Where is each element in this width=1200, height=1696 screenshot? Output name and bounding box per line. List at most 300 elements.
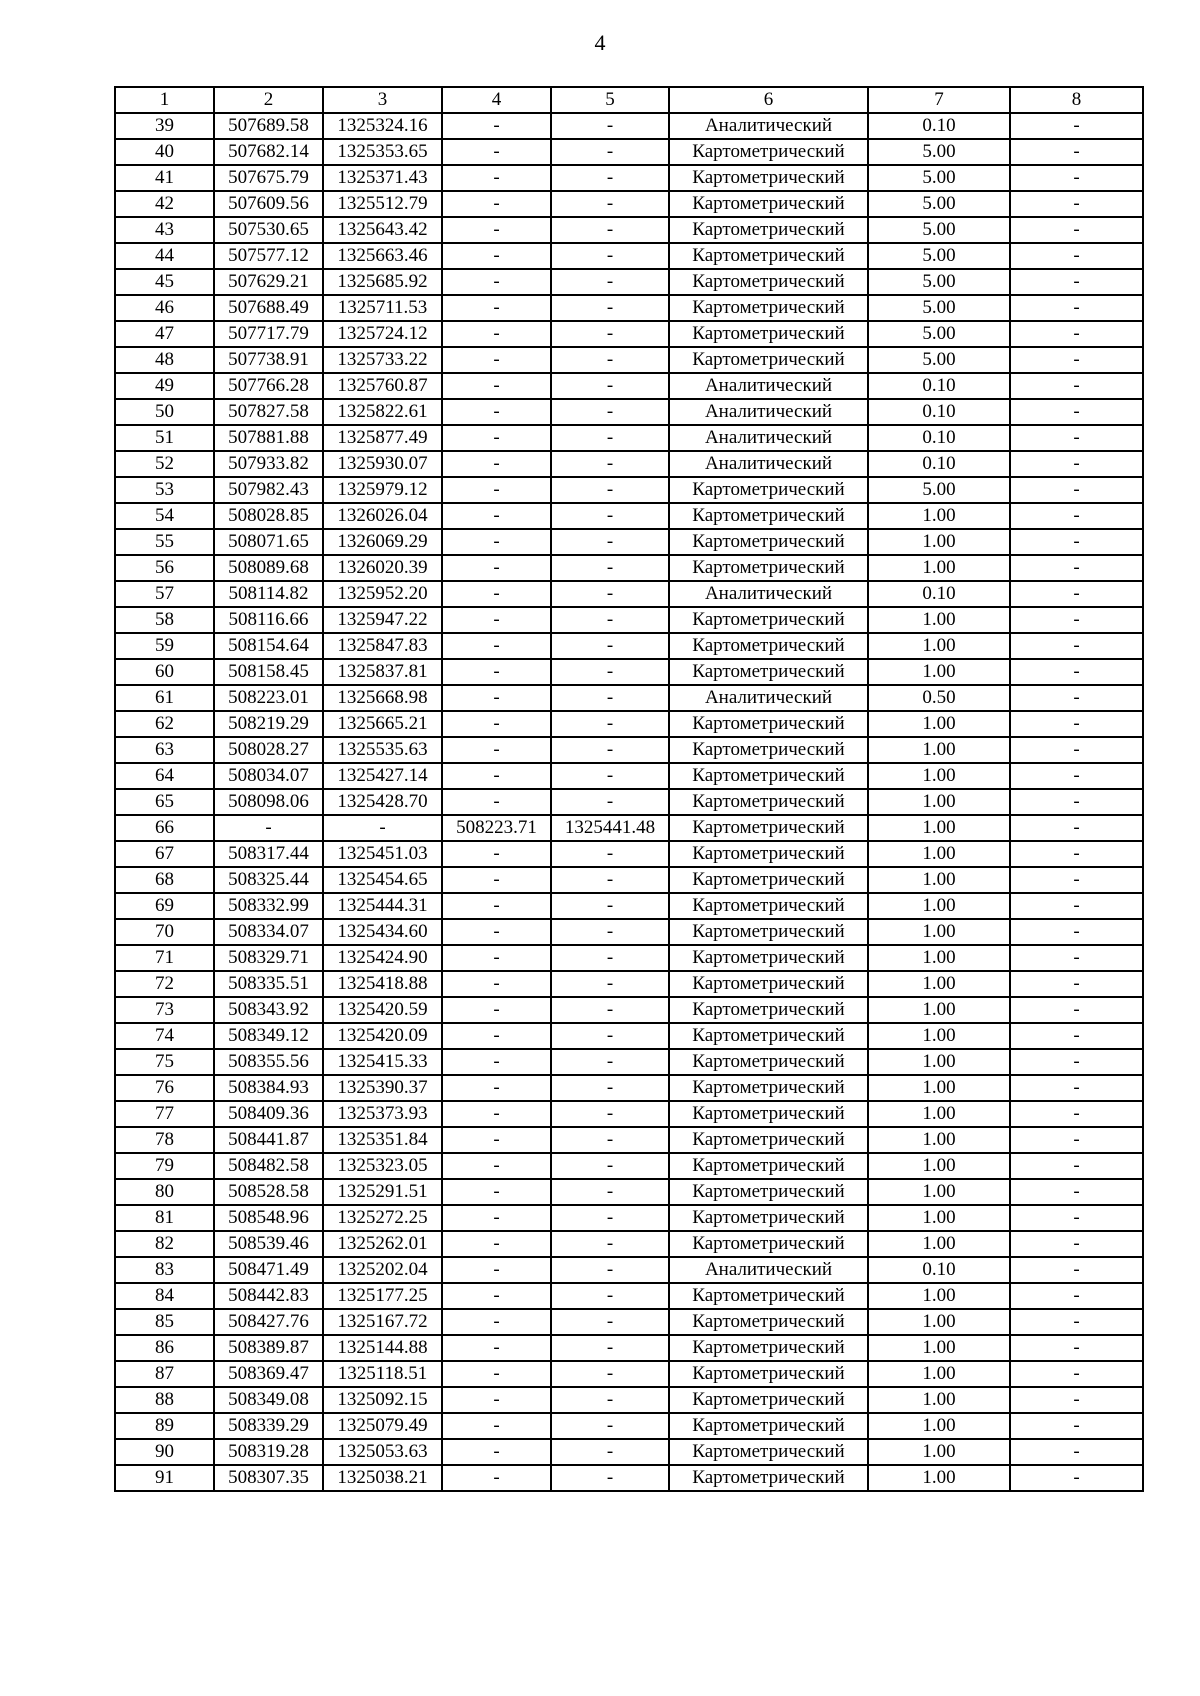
x-coordinate-cell: 507675.79 xyxy=(214,165,323,191)
x-coordinate-cell: 507689.58 xyxy=(214,113,323,139)
x-coordinate-cell: 507933.82 xyxy=(214,451,323,477)
table-row xyxy=(115,1309,1143,1335)
method-cell: Картометрический xyxy=(669,737,868,763)
y-new-cell: - xyxy=(551,971,669,997)
table-row xyxy=(115,113,1143,139)
note-cell: - xyxy=(1010,1309,1143,1335)
x-new-cell: - xyxy=(442,1439,551,1465)
table-row xyxy=(115,1049,1143,1075)
x-new-cell: - xyxy=(442,399,551,425)
method-cell: Картометрический xyxy=(669,1335,868,1361)
accuracy-cell: 1.00 xyxy=(868,1101,1010,1127)
point-number-cell: 84 xyxy=(115,1283,214,1309)
method-cell: Картометрический xyxy=(669,347,868,373)
x-new-cell: - xyxy=(442,347,551,373)
point-number-cell: 89 xyxy=(115,1413,214,1439)
x-new-cell: - xyxy=(442,659,551,685)
x-coordinate-cell: 508349.08 xyxy=(214,1387,323,1413)
x-new-cell: - xyxy=(442,1283,551,1309)
x-new-cell: - xyxy=(442,633,551,659)
accuracy-cell: 5.00 xyxy=(868,295,1010,321)
note-cell: - xyxy=(1010,607,1143,633)
accuracy-cell: 1.00 xyxy=(868,1205,1010,1231)
table-row xyxy=(115,867,1143,893)
y-new-cell: - xyxy=(551,581,669,607)
accuracy-cell: 1.00 xyxy=(868,971,1010,997)
y-coordinate-cell: 1325324.16 xyxy=(323,113,442,139)
point-number-cell: 65 xyxy=(115,789,214,815)
accuracy-cell: 1.00 xyxy=(868,1439,1010,1465)
y-coordinate-cell: 1325424.90 xyxy=(323,945,442,971)
table-row xyxy=(115,321,1143,347)
method-cell: Картометрический xyxy=(669,1465,868,1491)
point-number-cell: 85 xyxy=(115,1309,214,1335)
point-number-cell: 49 xyxy=(115,373,214,399)
x-coordinate-cell: 507766.28 xyxy=(214,373,323,399)
y-coordinate-cell: 1325663.46 xyxy=(323,243,442,269)
x-new-cell: - xyxy=(442,1179,551,1205)
y-coordinate-cell: 1325291.51 xyxy=(323,1179,442,1205)
accuracy-cell: 1.00 xyxy=(868,1309,1010,1335)
table-row xyxy=(115,789,1143,815)
table-row xyxy=(115,945,1143,971)
accuracy-cell: 5.00 xyxy=(868,347,1010,373)
x-new-cell: - xyxy=(442,139,551,165)
accuracy-cell: 1.00 xyxy=(868,1023,1010,1049)
x-coordinate-cell: 507982.43 xyxy=(214,477,323,503)
point-number-cell: 63 xyxy=(115,737,214,763)
y-coordinate-cell: 1325733.22 xyxy=(323,347,442,373)
method-cell: Картометрический xyxy=(669,971,868,997)
x-new-cell: - xyxy=(442,1231,551,1257)
x-coordinate-cell: 508482.58 xyxy=(214,1153,323,1179)
x-coordinate-cell: 508334.07 xyxy=(214,919,323,945)
y-new-cell: - xyxy=(551,919,669,945)
accuracy-cell: 1.00 xyxy=(868,789,1010,815)
point-number-cell: 61 xyxy=(115,685,214,711)
table-row xyxy=(115,893,1143,919)
x-coordinate-cell: 508528.58 xyxy=(214,1179,323,1205)
table-row xyxy=(115,1335,1143,1361)
table-row xyxy=(115,1127,1143,1153)
note-cell: - xyxy=(1010,399,1143,425)
x-new-cell: - xyxy=(442,711,551,737)
note-cell: - xyxy=(1010,1283,1143,1309)
x-new-cell: - xyxy=(442,997,551,1023)
y-coordinate-cell: 1326069.29 xyxy=(323,529,442,555)
y-coordinate-cell: 1325643.42 xyxy=(323,217,442,243)
note-cell: - xyxy=(1010,529,1143,555)
x-coordinate-cell: 507688.49 xyxy=(214,295,323,321)
point-number-cell: 74 xyxy=(115,1023,214,1049)
accuracy-cell: 1.00 xyxy=(868,529,1010,555)
note-cell: - xyxy=(1010,1127,1143,1153)
method-cell: Картометрический xyxy=(669,1361,868,1387)
accuracy-cell: 0.50 xyxy=(868,685,1010,711)
point-number-cell: 71 xyxy=(115,945,214,971)
note-cell: - xyxy=(1010,1257,1143,1283)
x-new-cell: - xyxy=(442,945,551,971)
accuracy-cell: 5.00 xyxy=(868,139,1010,165)
y-coordinate-cell: 1325038.21 xyxy=(323,1465,442,1491)
y-new-cell: - xyxy=(551,399,669,425)
y-coordinate-cell: 1325665.21 xyxy=(323,711,442,737)
method-cell: Картометрический xyxy=(669,1387,868,1413)
method-cell: Картометрический xyxy=(669,321,868,347)
x-coordinate-cell: 508343.92 xyxy=(214,997,323,1023)
table-row xyxy=(115,243,1143,269)
x-new-cell: - xyxy=(442,1205,551,1231)
x-coordinate-cell: 507827.58 xyxy=(214,399,323,425)
method-cell: Картометрический xyxy=(669,1309,868,1335)
accuracy-cell: 1.00 xyxy=(868,711,1010,737)
x-coordinate-cell: 507881.88 xyxy=(214,425,323,451)
table-row xyxy=(115,1205,1143,1231)
y-coordinate-cell: 1325353.65 xyxy=(323,139,442,165)
note-cell: - xyxy=(1010,867,1143,893)
x-new-cell: - xyxy=(442,1387,551,1413)
x-coordinate-cell: 508116.66 xyxy=(214,607,323,633)
x-coordinate-cell: 508409.36 xyxy=(214,1101,323,1127)
x-coordinate-cell: 508355.56 xyxy=(214,1049,323,1075)
y-new-cell: - xyxy=(551,425,669,451)
table-row xyxy=(115,685,1143,711)
table-row xyxy=(115,1361,1143,1387)
point-number-cell: 73 xyxy=(115,997,214,1023)
y-new-cell: - xyxy=(551,295,669,321)
method-cell: Картометрический xyxy=(669,815,868,841)
column-header: 3 xyxy=(323,87,442,113)
note-cell: - xyxy=(1010,269,1143,295)
method-cell: Картометрический xyxy=(669,1231,868,1257)
y-new-cell: - xyxy=(551,1127,669,1153)
point-number-cell: 53 xyxy=(115,477,214,503)
accuracy-cell: 1.00 xyxy=(868,1231,1010,1257)
point-number-cell: 87 xyxy=(115,1361,214,1387)
table-row xyxy=(115,1465,1143,1491)
note-cell: - xyxy=(1010,1205,1143,1231)
point-number-cell: 47 xyxy=(115,321,214,347)
method-cell: Картометрический xyxy=(669,1049,868,1075)
x-coordinate-cell: 508339.29 xyxy=(214,1413,323,1439)
y-new-cell: - xyxy=(551,997,669,1023)
point-number-cell: 83 xyxy=(115,1257,214,1283)
x-coordinate-cell: 508329.71 xyxy=(214,945,323,971)
accuracy-cell: 1.00 xyxy=(868,1283,1010,1309)
method-cell: Картометрический xyxy=(669,503,868,529)
note-cell: - xyxy=(1010,737,1143,763)
x-new-cell: - xyxy=(442,243,551,269)
method-cell: Картометрический xyxy=(669,711,868,737)
y-new-cell: - xyxy=(551,1257,669,1283)
point-number-cell: 46 xyxy=(115,295,214,321)
x-coordinate-cell: 508071.65 xyxy=(214,529,323,555)
note-cell: - xyxy=(1010,503,1143,529)
y-new-cell: - xyxy=(551,1153,669,1179)
y-coordinate-cell: 1325272.25 xyxy=(323,1205,442,1231)
x-new-cell: - xyxy=(442,321,551,347)
table-row xyxy=(115,1179,1143,1205)
y-coordinate-cell: 1325390.37 xyxy=(323,1075,442,1101)
table-row xyxy=(115,659,1143,685)
column-header: 5 xyxy=(551,87,669,113)
column-header: 7 xyxy=(868,87,1010,113)
y-coordinate-cell: 1326026.04 xyxy=(323,503,442,529)
y-new-cell: - xyxy=(551,373,669,399)
x-coordinate-cell: 507530.65 xyxy=(214,217,323,243)
method-cell: Картометрический xyxy=(669,477,868,503)
y-coordinate-cell: 1325420.59 xyxy=(323,997,442,1023)
point-number-cell: 68 xyxy=(115,867,214,893)
x-coordinate-cell: 508223.01 xyxy=(214,685,323,711)
x-coordinate-cell: 507738.91 xyxy=(214,347,323,373)
y-coordinate-cell: 1325144.88 xyxy=(323,1335,442,1361)
x-coordinate-cell: 508154.64 xyxy=(214,633,323,659)
y-coordinate-cell: 1325822.61 xyxy=(323,399,442,425)
point-number-cell: 78 xyxy=(115,1127,214,1153)
x-coordinate-cell: 508441.87 xyxy=(214,1127,323,1153)
y-new-cell: - xyxy=(551,841,669,867)
column-header: 2 xyxy=(214,87,323,113)
method-cell: Картометрический xyxy=(669,1283,868,1309)
y-new-cell: - xyxy=(551,659,669,685)
accuracy-cell: 1.00 xyxy=(868,503,1010,529)
y-new-cell: - xyxy=(551,165,669,191)
point-number-cell: 56 xyxy=(115,555,214,581)
y-coordinate-cell: 1326020.39 xyxy=(323,555,442,581)
page-number: 4 xyxy=(594,30,606,55)
point-number-cell: 58 xyxy=(115,607,214,633)
y-new-cell: - xyxy=(551,1283,669,1309)
y-new-cell: - xyxy=(551,1439,669,1465)
accuracy-cell: 1.00 xyxy=(868,815,1010,841)
point-number-cell: 67 xyxy=(115,841,214,867)
note-cell: - xyxy=(1010,425,1143,451)
note-cell: - xyxy=(1010,1335,1143,1361)
y-coordinate-cell: 1325351.84 xyxy=(323,1127,442,1153)
note-cell: - xyxy=(1010,711,1143,737)
accuracy-cell: 0.10 xyxy=(868,399,1010,425)
accuracy-cell: 1.00 xyxy=(868,607,1010,633)
note-cell: - xyxy=(1010,685,1143,711)
table-row xyxy=(115,347,1143,373)
method-cell: Картометрический xyxy=(669,997,868,1023)
x-coordinate-cell: 507629.21 xyxy=(214,269,323,295)
y-coordinate-cell: 1325418.88 xyxy=(323,971,442,997)
method-cell: Картометрический xyxy=(669,1439,868,1465)
note-cell: - xyxy=(1010,217,1143,243)
y-new-cell: - xyxy=(551,867,669,893)
table-row xyxy=(115,477,1143,503)
method-cell: Картометрический xyxy=(669,633,868,659)
accuracy-cell: 1.00 xyxy=(868,1179,1010,1205)
method-cell: Картометрический xyxy=(669,139,868,165)
x-new-cell: - xyxy=(442,529,551,555)
x-new-cell: - xyxy=(442,893,551,919)
y-new-cell: - xyxy=(551,763,669,789)
point-number-cell: 59 xyxy=(115,633,214,659)
x-new-cell: - xyxy=(442,789,551,815)
point-number-cell: 52 xyxy=(115,451,214,477)
point-number-cell: 43 xyxy=(115,217,214,243)
accuracy-cell: 5.00 xyxy=(868,191,1010,217)
y-coordinate-cell: 1325262.01 xyxy=(323,1231,442,1257)
x-coordinate-cell: 508219.29 xyxy=(214,711,323,737)
y-new-cell: - xyxy=(551,555,669,581)
method-cell: Картометрический xyxy=(669,1179,868,1205)
accuracy-cell: 1.00 xyxy=(868,997,1010,1023)
table-row xyxy=(115,139,1143,165)
x-coordinate-cell: 508335.51 xyxy=(214,971,323,997)
table-row xyxy=(115,425,1143,451)
x-new-cell: - xyxy=(442,451,551,477)
table-row xyxy=(115,841,1143,867)
y-new-cell: - xyxy=(551,1023,669,1049)
method-cell: Картометрический xyxy=(669,841,868,867)
point-number-cell: 75 xyxy=(115,1049,214,1075)
table-row xyxy=(115,295,1143,321)
y-new-cell: - xyxy=(551,269,669,295)
x-new-cell: - xyxy=(442,1309,551,1335)
point-number-cell: 70 xyxy=(115,919,214,945)
accuracy-cell: 1.00 xyxy=(868,1335,1010,1361)
note-cell: - xyxy=(1010,1179,1143,1205)
y-coordinate-cell: 1325427.14 xyxy=(323,763,442,789)
y-new-cell: - xyxy=(551,893,669,919)
y-new-cell: - xyxy=(551,191,669,217)
note-cell: - xyxy=(1010,1075,1143,1101)
accuracy-cell: 0.10 xyxy=(868,1257,1010,1283)
accuracy-cell: 1.00 xyxy=(868,1049,1010,1075)
y-coordinate-cell: 1325979.12 xyxy=(323,477,442,503)
table-row xyxy=(115,217,1143,243)
x-new-cell: - xyxy=(442,191,551,217)
table-row xyxy=(115,165,1143,191)
y-coordinate-cell: 1325415.33 xyxy=(323,1049,442,1075)
method-cell: Аналитический xyxy=(669,685,868,711)
accuracy-cell: 1.00 xyxy=(868,1387,1010,1413)
accuracy-cell: 1.00 xyxy=(868,1361,1010,1387)
point-number-cell: 69 xyxy=(115,893,214,919)
method-cell: Картометрический xyxy=(669,1101,868,1127)
x-new-cell: - xyxy=(442,581,551,607)
y-new-cell: - xyxy=(551,1179,669,1205)
method-cell: Картометрический xyxy=(669,1127,868,1153)
point-number-cell: 62 xyxy=(115,711,214,737)
y-coordinate-cell: 1325877.49 xyxy=(323,425,442,451)
note-cell: - xyxy=(1010,1049,1143,1075)
table-row xyxy=(115,269,1143,295)
accuracy-cell: 1.00 xyxy=(868,893,1010,919)
note-cell: - xyxy=(1010,945,1143,971)
method-cell: Картометрический xyxy=(669,607,868,633)
x-new-cell: - xyxy=(442,1465,551,1491)
y-coordinate-cell: 1325685.92 xyxy=(323,269,442,295)
table-row xyxy=(115,1023,1143,1049)
y-coordinate-cell: 1325420.09 xyxy=(323,1023,442,1049)
note-cell: - xyxy=(1010,1439,1143,1465)
method-cell: Картометрический xyxy=(669,1075,868,1101)
point-number-cell: 42 xyxy=(115,191,214,217)
x-new-cell: - xyxy=(442,1361,551,1387)
x-coordinate-cell: 508427.76 xyxy=(214,1309,323,1335)
accuracy-cell: 1.00 xyxy=(868,1153,1010,1179)
table-header-row xyxy=(115,87,1143,113)
note-cell: - xyxy=(1010,191,1143,217)
y-coordinate-cell: 1325512.79 xyxy=(323,191,442,217)
accuracy-cell: 1.00 xyxy=(868,1465,1010,1491)
y-new-cell: - xyxy=(551,1413,669,1439)
note-cell: - xyxy=(1010,295,1143,321)
x-coordinate-cell: 507717.79 xyxy=(214,321,323,347)
note-cell: - xyxy=(1010,139,1143,165)
x-new-cell: 508223.71 xyxy=(442,815,551,841)
y-coordinate-cell: 1325177.25 xyxy=(323,1283,442,1309)
point-number-cell: 45 xyxy=(115,269,214,295)
x-coordinate-cell: 508369.47 xyxy=(214,1361,323,1387)
y-coordinate-cell: 1325434.60 xyxy=(323,919,442,945)
table-row xyxy=(115,1387,1143,1413)
table-row xyxy=(115,191,1143,217)
y-coordinate-cell: 1325454.65 xyxy=(323,867,442,893)
point-number-cell: 64 xyxy=(115,763,214,789)
y-new-cell: - xyxy=(551,945,669,971)
x-coordinate-cell: - xyxy=(214,815,323,841)
y-new-cell: - xyxy=(551,477,669,503)
coordinates-table xyxy=(114,86,1144,1492)
y-new-cell: - xyxy=(551,139,669,165)
note-cell: - xyxy=(1010,347,1143,373)
y-new-cell: - xyxy=(551,529,669,555)
table-row xyxy=(115,555,1143,581)
x-new-cell: - xyxy=(442,737,551,763)
x-new-cell: - xyxy=(442,685,551,711)
note-cell: - xyxy=(1010,373,1143,399)
table-row xyxy=(115,1413,1143,1439)
x-new-cell: - xyxy=(442,1075,551,1101)
method-cell: Картометрический xyxy=(669,243,868,269)
x-new-cell: - xyxy=(442,269,551,295)
x-coordinate-cell: 508548.96 xyxy=(214,1205,323,1231)
y-new-cell: - xyxy=(551,1465,669,1491)
y-coordinate-cell: 1325760.87 xyxy=(323,373,442,399)
column-header: 1 xyxy=(115,87,214,113)
y-coordinate-cell: - xyxy=(323,815,442,841)
accuracy-cell: 0.10 xyxy=(868,113,1010,139)
note-cell: - xyxy=(1010,1231,1143,1257)
column-header: 4 xyxy=(442,87,551,113)
x-new-cell: - xyxy=(442,295,551,321)
point-number-cell: 60 xyxy=(115,659,214,685)
y-new-cell: - xyxy=(551,451,669,477)
table-row xyxy=(115,971,1143,997)
accuracy-cell: 1.00 xyxy=(868,841,1010,867)
point-number-cell: 81 xyxy=(115,1205,214,1231)
y-coordinate-cell: 1325371.43 xyxy=(323,165,442,191)
accuracy-cell: 5.00 xyxy=(868,165,1010,191)
method-cell: Картометрический xyxy=(669,1205,868,1231)
y-coordinate-cell: 1325837.81 xyxy=(323,659,442,685)
y-coordinate-cell: 1325167.72 xyxy=(323,1309,442,1335)
table-row xyxy=(115,451,1143,477)
table-row xyxy=(115,529,1143,555)
table-row xyxy=(115,997,1143,1023)
method-cell: Аналитический xyxy=(669,425,868,451)
table-row xyxy=(115,919,1143,945)
accuracy-cell: 1.00 xyxy=(868,945,1010,971)
table-row xyxy=(115,711,1143,737)
accuracy-cell: 1.00 xyxy=(868,919,1010,945)
